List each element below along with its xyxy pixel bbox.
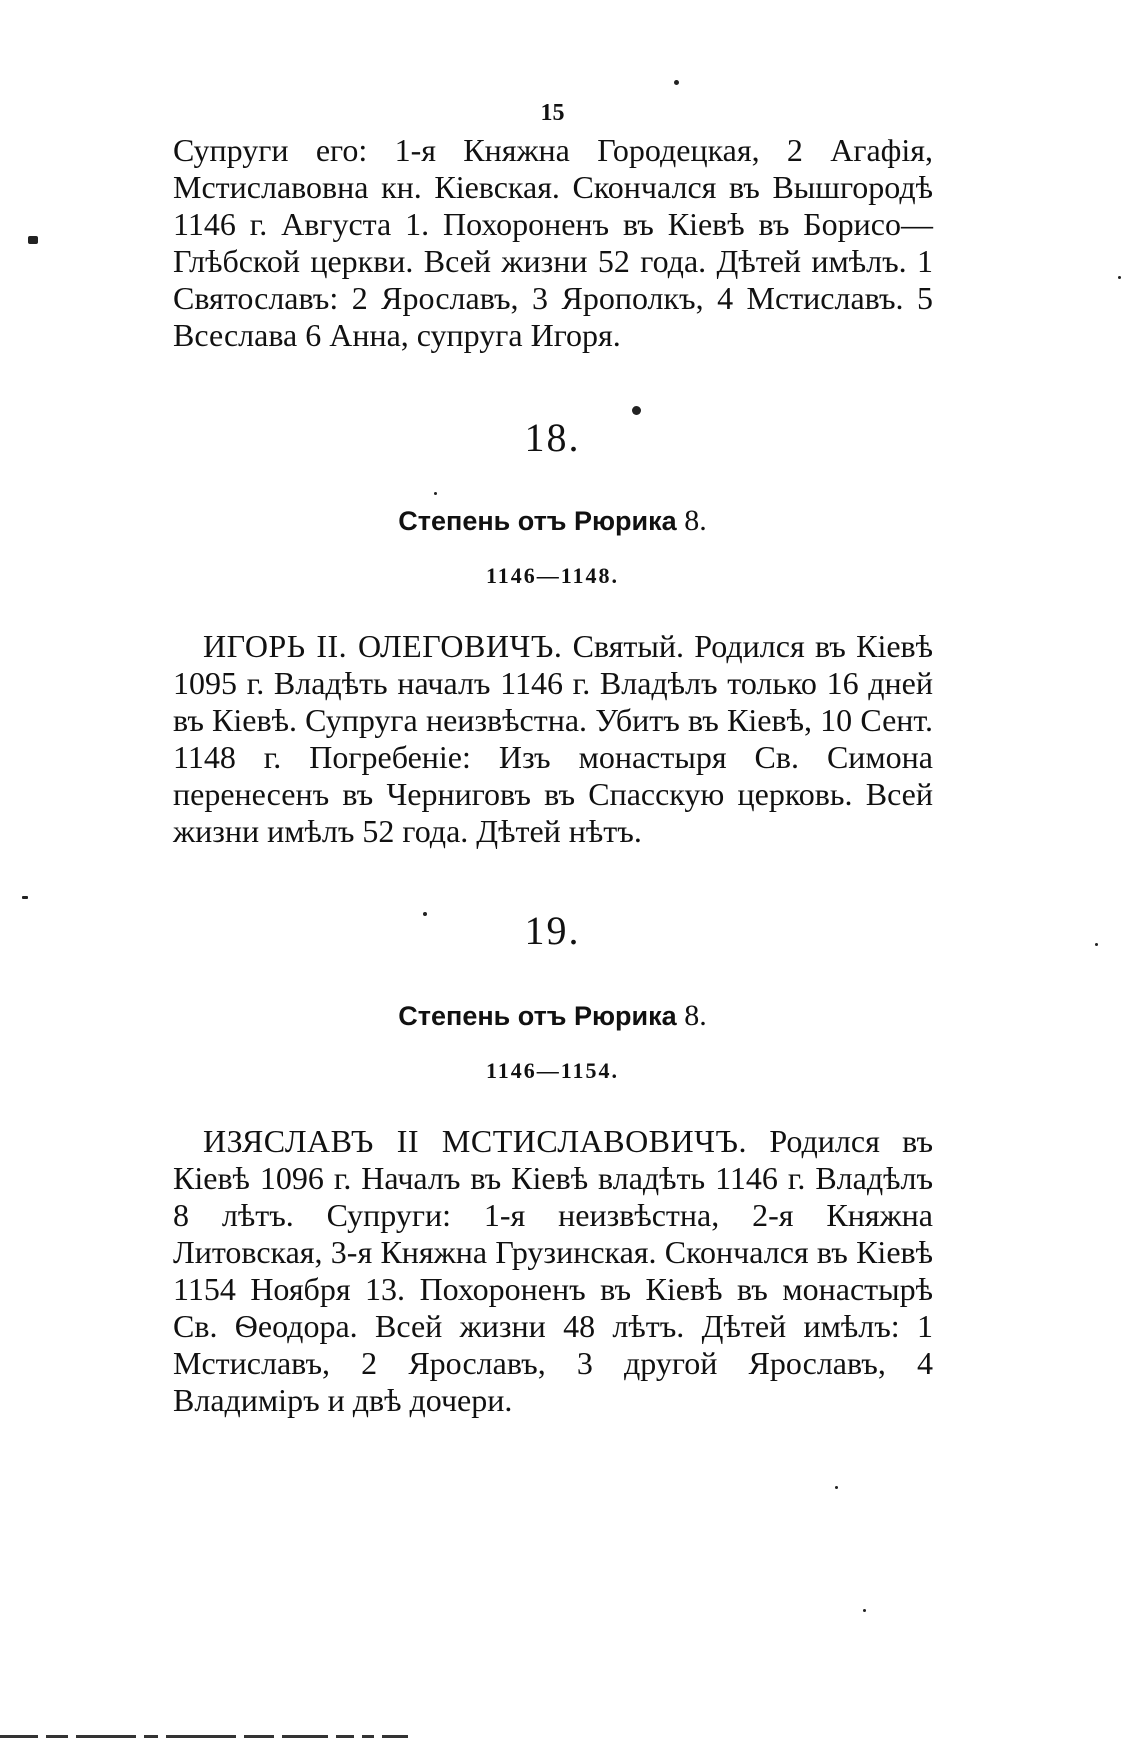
section-18-degree bbox=[0, 504, 1105, 538]
section-18-degree-value: 8. bbox=[684, 504, 707, 537]
scan-speck bbox=[22, 896, 28, 899]
section-18-name: ИГОРЬ II. ОЛЕГОВИЧЪ. bbox=[203, 628, 563, 664]
section-18-degree-label: Степень отъ Рюрика bbox=[398, 506, 677, 536]
section-18-number: 18. bbox=[524, 415, 581, 460]
scan-speck bbox=[434, 492, 437, 495]
section-19-degree bbox=[0, 999, 1105, 1033]
scan-speck bbox=[423, 912, 427, 916]
section-19-number: 19. bbox=[524, 908, 581, 953]
section-19-years: 1146—1154. bbox=[485, 1058, 620, 1083]
section-18-years: 1146—1148. bbox=[485, 563, 620, 588]
section-19-name: ИЗЯСЛАВЪ II МСТИСЛАВОВИЧЪ. bbox=[203, 1123, 748, 1159]
scan-speck bbox=[28, 236, 38, 244]
section-18-text: Святый. Родился въ Кіевѣ 1095 г. Владѣть началъ 1146 г. Владѣлъ только 16 дней въ Кіевѣ. Супруга неизвѣстна. Убитъ въ Кіевѣ, 10 Сент. 1148 г. Погребеніе: Изъ монастыря Св. Симона перенесенъ въ Черниговъ въ Спасскую церковь. Всей жизни имѣлъ 52 года. Дѣтей нѣтъ. bbox=[173, 628, 934, 849]
section-19-paragraph bbox=[173, 1123, 933, 1419]
page-number: 15 bbox=[540, 100, 565, 126]
scan-speck bbox=[632, 406, 641, 415]
scan-speck bbox=[674, 80, 679, 85]
scan-speck bbox=[1118, 276, 1121, 279]
section-19-degree-value: 8. bbox=[684, 999, 707, 1032]
section-18-paragraph bbox=[173, 628, 933, 850]
scan-speck bbox=[1095, 943, 1098, 946]
scan-speck bbox=[835, 1486, 838, 1489]
section-19-text: Родился въ Кіевѣ 1096 г. Началъ въ Кіевѣ владѣть 1146 г. Владѣлъ 8 лѣтъ. Супруги: 1-я неизвѣстна, 2-я Княжна Литовская, 3-я Княжна Грузинская. Скончался въ Кіевѣ 1154 Ноября 13. Похороненъ въ Кіевѣ въ монастырѣ Св. Ѳеодора. Всей жизни 48 лѣтъ. Дѣтей имѣлъ: 1 Мстиславъ, 2 Ярославъ, 3 другой Ярославъ, 4 Владиміръ и двѣ дочери. bbox=[173, 1123, 934, 1418]
scan-speck bbox=[863, 1609, 866, 1612]
section-17-tail-paragraph: Супруги его: 1-я Княжна Городецкая, 2 Агафія, Мстиславовна кн. Кіевская. Скончался въ Вышгородѣ 1146 г. Августа 1. Похороненъ въ Кіевѣ въ Борисо—Глѣбской церкви. Всей жизни 52 года. Дѣтей имѣлъ. 1 Святославъ: 2 Ярославъ, 3 Ярополкъ, 4 Мстиславъ. 5 Всеслава 6 Анна, супруга Игоря. bbox=[173, 132, 933, 353]
scan-bottom-artifact bbox=[0, 1728, 560, 1738]
section-19-degree-label: Степень отъ Рюрика bbox=[398, 1001, 677, 1031]
